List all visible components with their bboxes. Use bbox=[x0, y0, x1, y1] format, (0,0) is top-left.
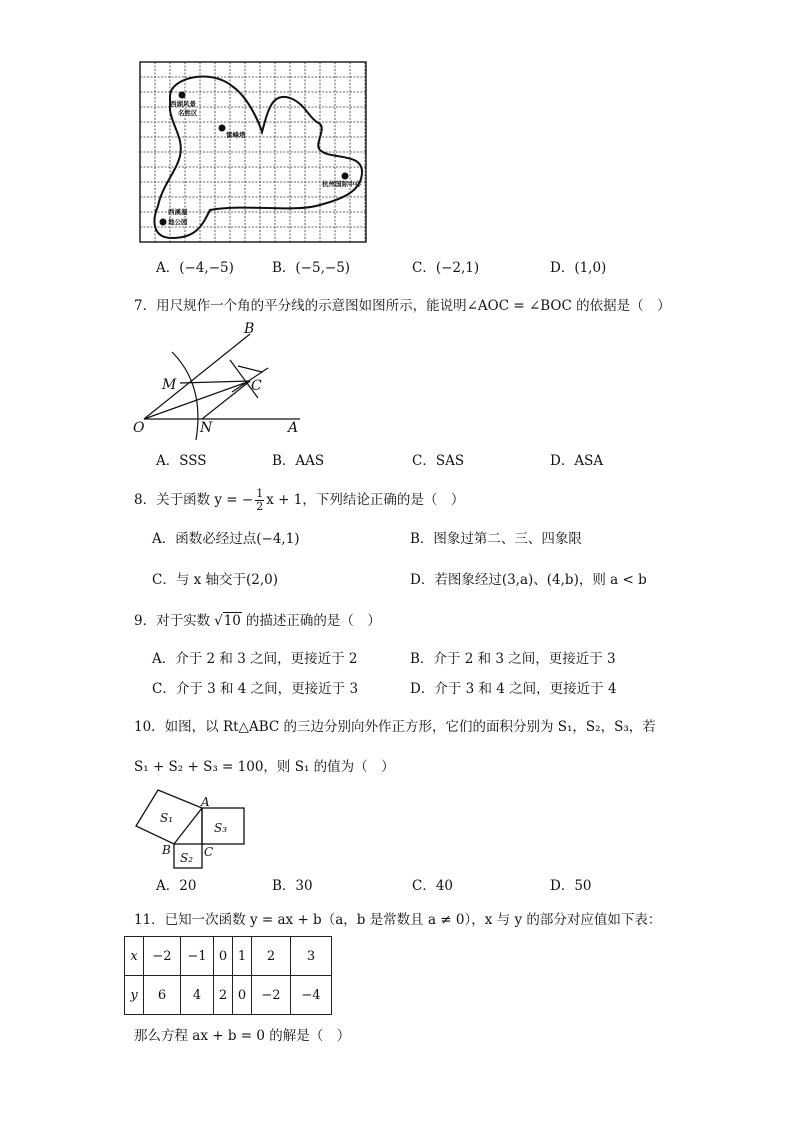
q8-frac-den: 2 bbox=[256, 500, 264, 513]
q6-option-b[interactable]: B．(−5,−5) bbox=[272, 260, 351, 276]
table-cell: 0 bbox=[233, 976, 252, 1015]
q9-option-a[interactable]: A．介于 2 和 3 之间，更接近于 2 bbox=[152, 651, 358, 667]
q10-question-line1: 10．如图，以 Rt△ABC 的三边分别向外作正方形，它们的面积分别为 S₁，S₂，S₃，若 bbox=[134, 719, 656, 735]
table-cell: 2 bbox=[214, 976, 233, 1015]
q9-option-b[interactable]: B．介于 2 和 3 之间，更接近于 3 bbox=[410, 651, 616, 667]
q8-text-post: x + 1，下列结论正确的是（ ） bbox=[266, 492, 465, 508]
q8-option-d[interactable]: D．若图象经过(3,a)、(4,b)，则 a < b bbox=[410, 572, 647, 588]
table-cell: 1 bbox=[233, 937, 252, 976]
map-label-p3: 杭州国际中心 bbox=[322, 181, 361, 188]
q8-frac-num: 1 bbox=[256, 487, 264, 500]
q8-text-pre: 8．关于函数 y = − bbox=[134, 492, 254, 508]
q7-option-b[interactable]: B．AAS bbox=[272, 453, 325, 469]
label-C10: C bbox=[204, 845, 214, 859]
table-cell: −4 bbox=[291, 976, 332, 1015]
label-B: B bbox=[244, 321, 255, 337]
table-cell: 6 bbox=[144, 976, 181, 1015]
table-cell: 3 bbox=[291, 937, 332, 976]
table-cell: 2 bbox=[252, 937, 291, 976]
q8-option-c[interactable]: C．与 x 轴交于(2,0) bbox=[152, 572, 279, 588]
label-A: A bbox=[288, 420, 299, 436]
table-row-y bbox=[125, 976, 332, 1015]
label-A10: A bbox=[201, 795, 210, 809]
q7-option-d[interactable]: D．ASA bbox=[550, 453, 604, 469]
map-label-p4a: 西溪湿 bbox=[168, 209, 188, 216]
label-S3: S₃ bbox=[214, 821, 228, 835]
q10-option-b[interactable]: B．30 bbox=[272, 878, 313, 894]
table-cell: −2 bbox=[144, 937, 181, 976]
q9-radicand: 10 bbox=[223, 613, 241, 629]
label-O: O bbox=[133, 420, 145, 436]
q9-text-post: 的描述正确的是（ ） bbox=[245, 613, 381, 629]
table-cell: 0 bbox=[214, 937, 233, 976]
label-N: N bbox=[200, 420, 213, 436]
q10-option-a[interactable]: A．20 bbox=[156, 878, 197, 894]
table-cell: 4 bbox=[181, 976, 214, 1015]
q7-option-a[interactable]: A．SSS bbox=[156, 453, 207, 469]
label-S2: S₂ bbox=[180, 851, 194, 865]
map-label-p4b: 地公园 bbox=[168, 219, 188, 226]
q6-option-a[interactable]: A．(−4,−5) bbox=[156, 260, 234, 276]
q6-option-c[interactable]: C．(−2,1) bbox=[412, 260, 480, 276]
table-cell: −1 bbox=[181, 937, 214, 976]
label-C: C bbox=[251, 378, 262, 394]
label-M: M bbox=[162, 377, 177, 393]
q8-option-b[interactable]: B．图象过第二、三、四象限 bbox=[410, 531, 582, 547]
q10-option-c[interactable]: C．40 bbox=[412, 878, 454, 894]
values-table bbox=[124, 936, 332, 1015]
q8-option-a[interactable]: A．函数必经过点(−4,1) bbox=[152, 531, 300, 547]
q11-after-text: 那么方程 ax + b = 0 的解是（ ） bbox=[134, 1028, 351, 1044]
table-header-x: x bbox=[125, 937, 144, 976]
q9-option-c[interactable]: C．介于 3 和 4 之间，更接近于 3 bbox=[152, 681, 359, 697]
q10-option-d[interactable]: D．50 bbox=[550, 878, 592, 894]
table-cell: −2 bbox=[252, 976, 291, 1015]
map-label-p2: 雷峰塔 bbox=[226, 132, 246, 139]
q9-text-pre: 9．对于实数 bbox=[134, 613, 211, 629]
q10-question-line2: S₁ + S₂ + S₃ = 100，则 S₁ 的值为（ ） bbox=[134, 759, 395, 775]
map-label-p1b: 名胜区 bbox=[178, 110, 198, 117]
map-label-p1a: 西湖风景 bbox=[170, 101, 196, 108]
label-B10: B bbox=[162, 843, 171, 857]
q7-option-c[interactable]: C．SAS bbox=[412, 453, 465, 469]
q7-question: 7．用尺规作一个角的平分线的示意图如图所示，能说明∠AOC = ∠BOC 的依据是（ ） bbox=[134, 298, 671, 314]
table-row-x bbox=[125, 937, 332, 976]
label-S1: S₁ bbox=[160, 811, 174, 825]
sqrt-icon: √ bbox=[214, 613, 223, 629]
q6-option-d[interactable]: D．(1,0) bbox=[550, 260, 607, 276]
q11-question: 11．已知一次函数 y = ax + b（a，b 是常数且 a ≠ 0），x 与 y 的部分对应值如下表： bbox=[134, 912, 662, 928]
q9-option-d[interactable]: D．介于 3 和 4 之间，更接近于 4 bbox=[410, 681, 617, 697]
table-header-y: y bbox=[125, 976, 144, 1015]
